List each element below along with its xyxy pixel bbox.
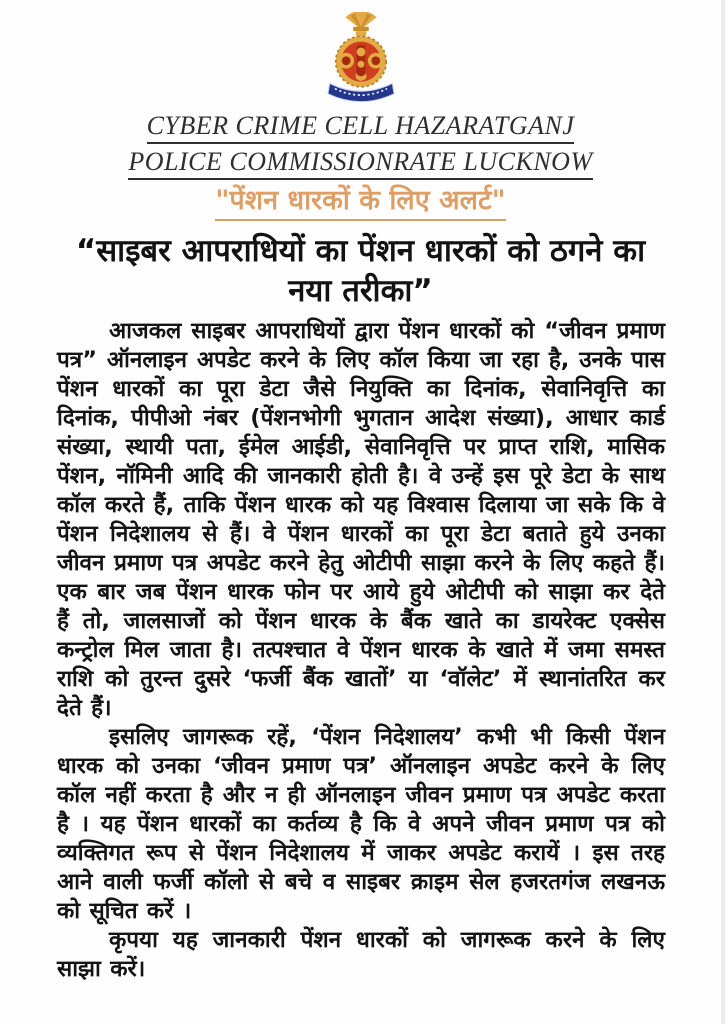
main-heading: “साइबर आपराधियों का पेंशन धारकों को ठगने का नया तरीका”	[75, 233, 646, 309]
paragraph-share-request: कृपया यह जानकारी पेंशन धारकों को जागरूक करने के लिए साझा करें।	[57, 927, 665, 982]
org-header	[0, 110, 721, 182]
up-police-emblem-icon	[317, 12, 405, 106]
paragraph-modus-operandi: आजकल साइबर आपराधियों द्वारा पेंशन धारकों को “जीवन प्रमाण पत्र” ऑनलाइन अपडेट करने के लिए कॉल किया जा रहा है, उनके पास पेंशन धारकों का पूरा डेटा जैसे नियुक्ति का दिनांक, सेवानिवृत्ति का दिनांक, पीपीओ नंबर (पेंशनभोगी भुगतान आदेश संख्या), आधार कार्ड संख्या, स्थायी पता, ईमेल आईडी, सेवानिवृत्ति पर प्राप्त राशि, मासिक पेंशन, नॉमिनी आदि की जानकारी होती है। वे उन्हें इस पूरे डेटा के साथ कॉल करते हैं, ताकि पेंशन धारक को यह विश्वास दिलाया जा सके कि वे पेंशन निदेशालय से हैं। वे पेंशन धारकों का पूरा डेटा बताते हुये उनका जीवन प्रमाण पत्र अपडेट करने हेतु ओटीपी साझा करने के लिए कहते हैं। एक बार जब पेंशन धारक फोन पर आये हुये ओटीपी को साझा कर देते हैं तो, जालसाजों को पेंशन धारक के बैंक खाते का डायरेक्ट एक्सेस कन्ट्रोल मिल जाता है। तत्पश्चात वे पेंशन धारक के खाते में जमा समस्त राशि को तुरन्त दुसरे ‘फर्जी बैंक खातों’ या ‘वॉलेट’ में स्थानांतरित कर देते हैं।	[57, 318, 665, 721]
logo-container	[0, 0, 721, 108]
org-name-line1: CYBER CRIME CELL HAZARATGANJ	[147, 111, 575, 144]
alert-title: "पेंशन धारकों के लिए अलर्ट"	[215, 186, 505, 221]
notice-body	[57, 317, 665, 984]
paragraph-advisory: इसलिए जागरूक रहें, ‘पेंशन निदेशालय’ कभी भी किसी पेंशन धारक को उनका ‘जीवन प्रमाण पत्र’ ऑनलाइन अपडेट करने के लिए कॉल नहीं करता है और न ही ऑनलाइन जीवन प्रमाण पत्र अपडेट करता है । यह पेंशन धारकों का कर्तव्य है कि वे अपने जीवन प्रमाण पत्र को व्यक्तिगत रूप से पेंशन निदेशालय में जाकर अपडेट करायें । इस तरह आने वाली फर्जी कॉलो से बचे व साइबर क्राइम सेल हजरतगंज लखनऊ को सूचित करें ।	[57, 724, 665, 924]
org-name-line2: POLICE COMMISSIONRATE LUCKNOW	[128, 147, 592, 180]
